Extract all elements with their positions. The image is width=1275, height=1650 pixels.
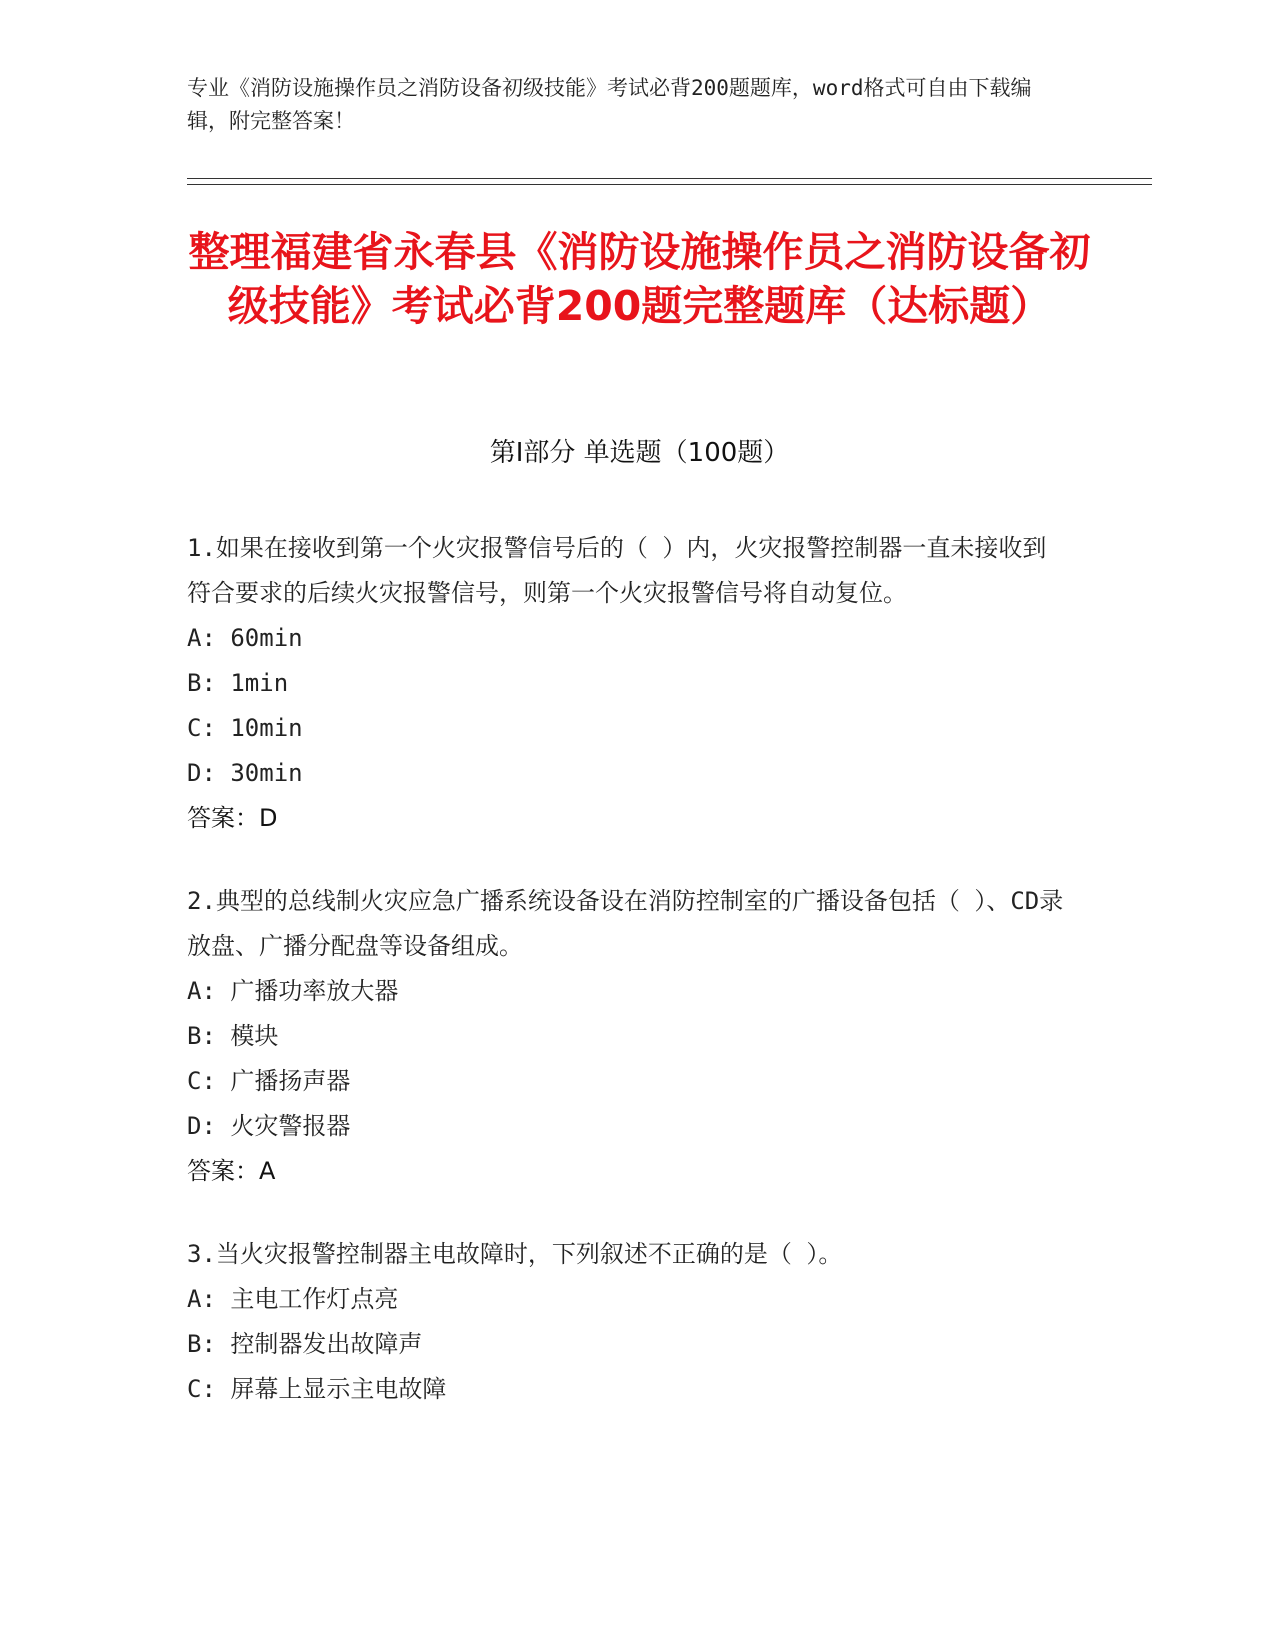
header-note: 专业《消防设施操作员之消防设备初级技能》考试必背200题题库，word格式可自由下载编辑，附完整答案！ — [187, 76, 1032, 133]
question-1 — [187, 526, 1067, 841]
answer-line: 答案：A — [187, 1157, 276, 1185]
option-c: C: 10min — [187, 714, 303, 742]
option-a: A: 广播功率放大器 — [187, 977, 399, 1005]
question-stem: 3.当火灾报警控制器主电故障时，下列叙述不正确的是（ ）。 — [187, 1240, 843, 1268]
option-b: B: 控制器发出故障声 — [187, 1330, 423, 1358]
header-rule-top — [187, 178, 1152, 179]
answer-line: 答案：D — [187, 804, 278, 832]
question-stem: 1.如果在接收到第一个火灾报警信号后的（ ）内，火灾报警控制器一直未接收到符合要求的后续火灾报警信号，则第一个火灾报警信号将自动复位。 — [187, 534, 1047, 607]
option-a: A: 60min — [187, 624, 303, 652]
header-rule-bottom — [187, 184, 1152, 185]
option-d: D: 30min — [187, 759, 303, 787]
question-list — [187, 526, 1067, 1450]
question-stem: 2.典型的总线制火灾应急广播系统设备设在消防控制室的广播设备包括（ ）、CD录放盘、广播分配盘等设备组成。 — [187, 887, 1064, 960]
option-b: B: 模块 — [187, 1022, 279, 1050]
option-c: C: 广播扬声器 — [187, 1067, 351, 1095]
section-title: 第Ⅰ部分 单选题（100题） — [489, 438, 790, 468]
question-3 — [187, 1232, 1067, 1412]
option-d: D: 火灾警报器 — [187, 1112, 351, 1140]
option-b: B: 1min — [187, 669, 289, 697]
document-title: 整理福建省永春县《消防设施操作员之消防设备初级技能》考试必背200题完整题库（达标题） — [188, 228, 1091, 330]
question-2 — [187, 879, 1067, 1194]
option-a: A: 主电工作灯点亮 — [187, 1285, 399, 1313]
option-c: C: 屏幕上显示主电故障 — [187, 1375, 447, 1403]
